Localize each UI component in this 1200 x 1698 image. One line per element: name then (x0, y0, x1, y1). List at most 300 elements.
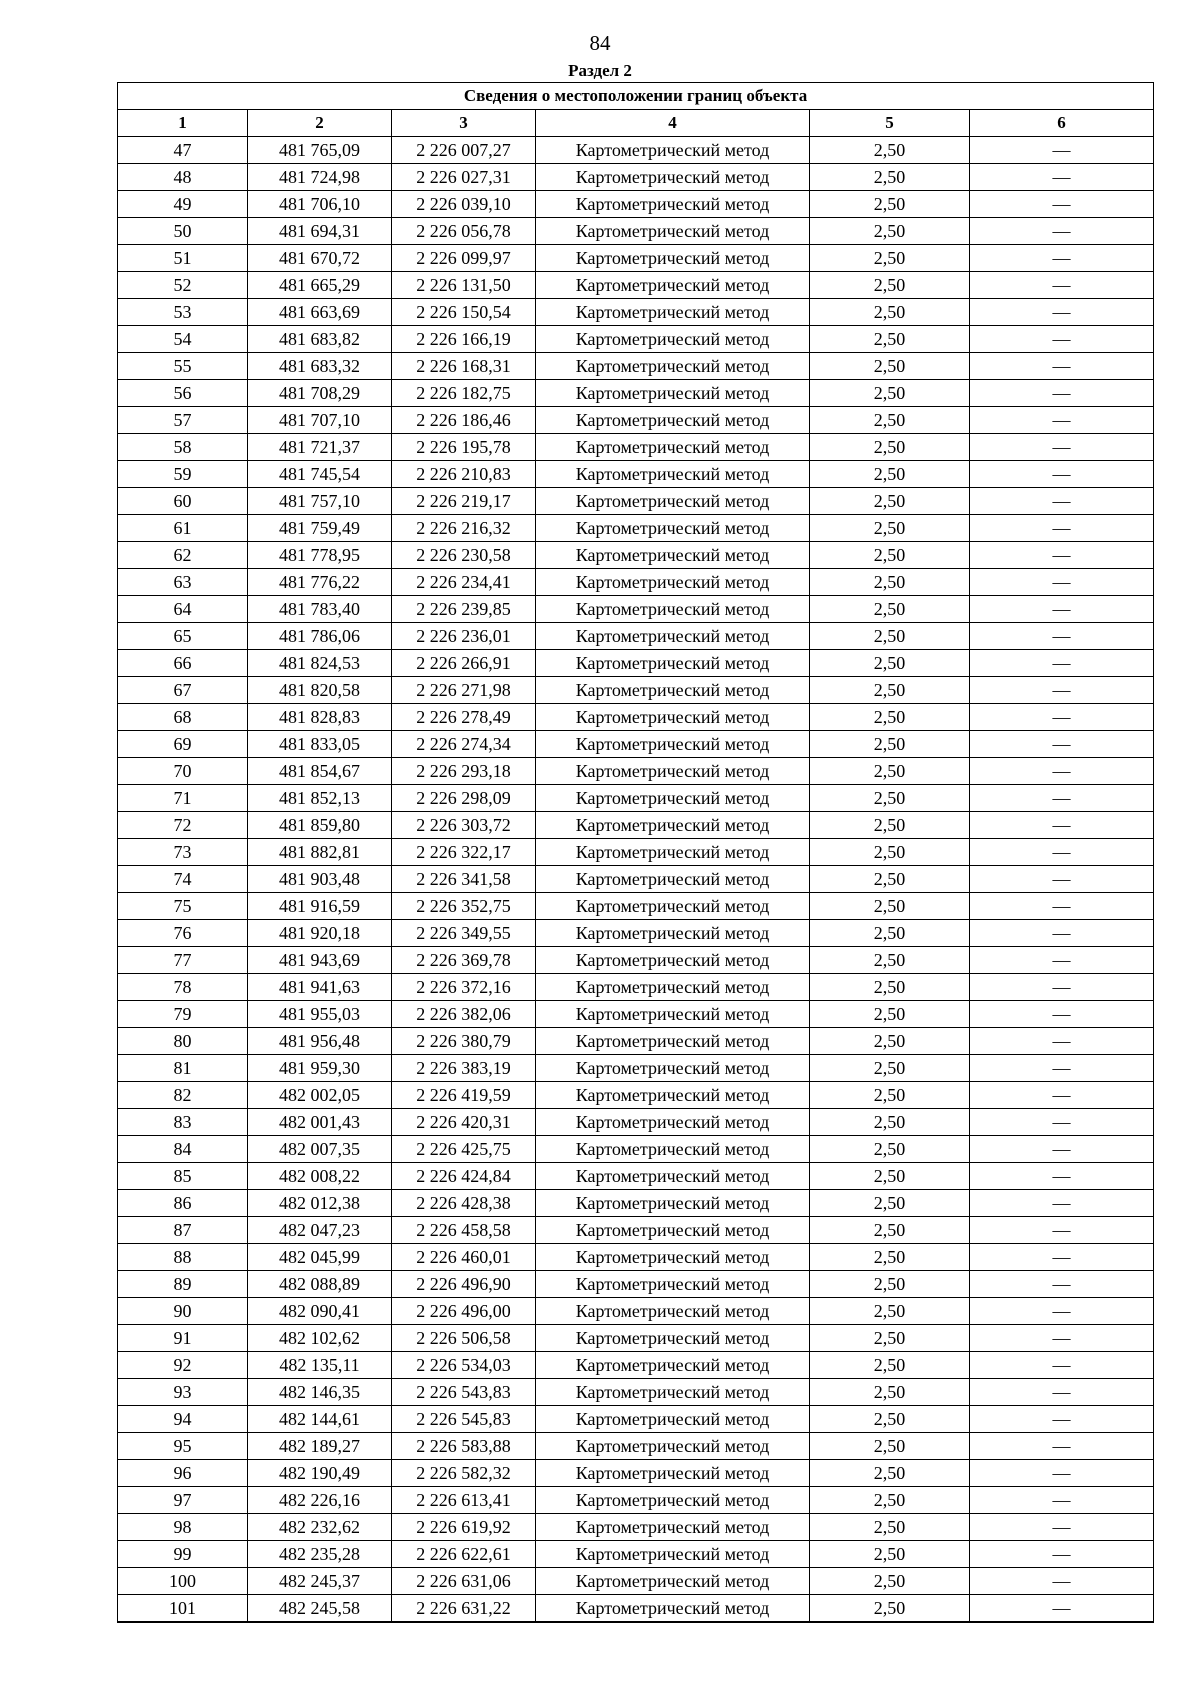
cell-point-number: 78 (118, 974, 248, 1001)
cell-coordinate-x: 482 102,62 (248, 1325, 392, 1352)
cell-point-number: 68 (118, 704, 248, 731)
cell-point-number: 93 (118, 1379, 248, 1406)
cell-point-number: 67 (118, 677, 248, 704)
table-row (118, 434, 1154, 461)
cell-coordinate-x: 482 090,41 (248, 1298, 392, 1325)
cell-accuracy: 2,50 (810, 1298, 970, 1325)
cell-point-number: 76 (118, 920, 248, 947)
table-row (118, 461, 1154, 488)
cell-description: — (970, 893, 1154, 920)
cell-coordinate-x: 481 724,98 (248, 164, 392, 191)
cell-coordinate-y: 2 226 210,83 (392, 461, 536, 488)
table-row (118, 191, 1154, 218)
cell-coordinate-x: 481 776,22 (248, 569, 392, 596)
cell-point-number: 53 (118, 299, 248, 326)
cell-accuracy: 2,50 (810, 812, 970, 839)
cell-coordinate-y: 2 226 007,27 (392, 137, 536, 164)
cell-accuracy: 2,50 (810, 1217, 970, 1244)
cell-accuracy: 2,50 (810, 380, 970, 407)
table-row (118, 677, 1154, 704)
cell-coordinate-y: 2 226 545,83 (392, 1406, 536, 1433)
cell-coordinate-y: 2 226 349,55 (392, 920, 536, 947)
cell-coordinate-x: 481 765,09 (248, 137, 392, 164)
table-row (118, 299, 1154, 326)
table-row (118, 272, 1154, 299)
cell-accuracy: 2,50 (810, 326, 970, 353)
cell-point-number: 50 (118, 218, 248, 245)
cell-point-number: 86 (118, 1190, 248, 1217)
cell-coordinate-x: 482 088,89 (248, 1271, 392, 1298)
cell-coordinate-y: 2 226 182,75 (392, 380, 536, 407)
cell-method: Картометрический метод (536, 812, 810, 839)
cell-description: — (970, 866, 1154, 893)
cell-description: — (970, 542, 1154, 569)
cell-method: Картометрический метод (536, 1055, 810, 1082)
table-header-row (118, 110, 1154, 137)
cell-method: Картометрический метод (536, 1595, 810, 1623)
cell-coordinate-y: 2 226 056,78 (392, 218, 536, 245)
cell-method: Картометрический метод (536, 1082, 810, 1109)
cell-description: — (970, 164, 1154, 191)
cell-method: Картометрический метод (536, 1406, 810, 1433)
cell-description: — (970, 569, 1154, 596)
cell-coordinate-y: 2 226 583,88 (392, 1433, 536, 1460)
cell-accuracy: 2,50 (810, 1514, 970, 1541)
table-row (118, 1217, 1154, 1244)
cell-coordinate-y: 2 226 458,58 (392, 1217, 536, 1244)
cell-point-number: 94 (118, 1406, 248, 1433)
cell-coordinate-y: 2 226 239,85 (392, 596, 536, 623)
table-row (118, 1055, 1154, 1082)
cell-accuracy: 2,50 (810, 1109, 970, 1136)
cell-accuracy: 2,50 (810, 272, 970, 299)
cell-coordinate-y: 2 226 543,83 (392, 1379, 536, 1406)
cell-accuracy: 2,50 (810, 1055, 970, 1082)
cell-description: — (970, 1487, 1154, 1514)
table-row (118, 488, 1154, 515)
cell-accuracy: 2,50 (810, 1406, 970, 1433)
cell-coordinate-y: 2 226 293,18 (392, 758, 536, 785)
cell-coordinate-y: 2 226 266,91 (392, 650, 536, 677)
cell-coordinate-y: 2 226 619,92 (392, 1514, 536, 1541)
cell-method: Картометрический метод (536, 434, 810, 461)
cell-accuracy: 2,50 (810, 488, 970, 515)
cell-coordinate-y: 2 226 278,49 (392, 704, 536, 731)
cell-coordinate-x: 481 663,69 (248, 299, 392, 326)
cell-accuracy: 2,50 (810, 947, 970, 974)
cell-coordinate-y: 2 226 186,46 (392, 407, 536, 434)
cell-coordinate-y: 2 226 613,41 (392, 1487, 536, 1514)
cell-method: Картометрический метод (536, 974, 810, 1001)
cell-point-number: 70 (118, 758, 248, 785)
cell-method: Картометрический метод (536, 1460, 810, 1487)
cell-accuracy: 2,50 (810, 758, 970, 785)
cell-description: — (970, 407, 1154, 434)
cell-point-number: 61 (118, 515, 248, 542)
cell-coordinate-x: 481 955,03 (248, 1001, 392, 1028)
table-row (118, 1028, 1154, 1055)
cell-coordinate-y: 2 226 372,16 (392, 974, 536, 1001)
table-row (118, 758, 1154, 785)
cell-coordinate-x: 481 745,54 (248, 461, 392, 488)
cell-description: — (970, 812, 1154, 839)
table-row (118, 515, 1154, 542)
cell-method: Картометрический метод (536, 542, 810, 569)
cell-accuracy: 2,50 (810, 1379, 970, 1406)
column-header: 6 (970, 110, 1154, 137)
table-row (118, 1325, 1154, 1352)
cell-accuracy: 2,50 (810, 542, 970, 569)
cell-point-number: 83 (118, 1109, 248, 1136)
cell-method: Картометрический метод (536, 731, 810, 758)
table-row (118, 1082, 1154, 1109)
cell-coordinate-y: 2 226 382,06 (392, 1001, 536, 1028)
cell-description: — (970, 1190, 1154, 1217)
cell-accuracy: 2,50 (810, 434, 970, 461)
cell-coordinate-x: 482 045,99 (248, 1244, 392, 1271)
cell-accuracy: 2,50 (810, 245, 970, 272)
table-row (118, 1487, 1154, 1514)
cell-accuracy: 2,50 (810, 677, 970, 704)
page-number: 84 (589, 31, 611, 55)
cell-coordinate-y: 2 226 622,61 (392, 1541, 536, 1568)
cell-point-number: 47 (118, 137, 248, 164)
cell-point-number: 101 (118, 1595, 248, 1623)
cell-accuracy: 2,50 (810, 515, 970, 542)
cell-coordinate-y: 2 226 352,75 (392, 893, 536, 920)
cell-coordinate-y: 2 226 631,06 (392, 1568, 536, 1595)
cell-coordinate-y: 2 226 582,32 (392, 1460, 536, 1487)
cell-coordinate-x: 482 001,43 (248, 1109, 392, 1136)
table-row (118, 1514, 1154, 1541)
table-row (118, 866, 1154, 893)
cell-accuracy: 2,50 (810, 623, 970, 650)
cell-coordinate-y: 2 226 341,58 (392, 866, 536, 893)
table-row (118, 920, 1154, 947)
cell-description: — (970, 353, 1154, 380)
cell-point-number: 52 (118, 272, 248, 299)
cell-accuracy: 2,50 (810, 1028, 970, 1055)
cell-coordinate-y: 2 226 099,97 (392, 245, 536, 272)
cell-coordinate-x: 481 707,10 (248, 407, 392, 434)
cell-coordinate-x: 482 190,49 (248, 1460, 392, 1487)
cell-method: Картометрический метод (536, 488, 810, 515)
cell-accuracy: 2,50 (810, 596, 970, 623)
cell-description: — (970, 704, 1154, 731)
table-title: Сведения о местоположении границ объекта (118, 83, 1154, 110)
cell-coordinate-x: 481 786,06 (248, 623, 392, 650)
table-row (118, 1379, 1154, 1406)
column-header: 4 (536, 110, 810, 137)
cell-coordinate-y: 2 226 216,32 (392, 515, 536, 542)
cell-description: — (970, 1109, 1154, 1136)
cell-description: — (970, 461, 1154, 488)
cell-accuracy: 2,50 (810, 1325, 970, 1352)
cell-coordinate-x: 482 007,35 (248, 1136, 392, 1163)
cell-method: Картометрический метод (536, 1514, 810, 1541)
cell-coordinate-x: 481 852,13 (248, 785, 392, 812)
cell-accuracy: 2,50 (810, 785, 970, 812)
cell-point-number: 72 (118, 812, 248, 839)
cell-accuracy: 2,50 (810, 1460, 970, 1487)
cell-point-number: 54 (118, 326, 248, 353)
cell-method: Картометрический метод (536, 1028, 810, 1055)
cell-method: Картометрический метод (536, 326, 810, 353)
cell-description: — (970, 1514, 1154, 1541)
cell-coordinate-y: 2 226 150,54 (392, 299, 536, 326)
cell-point-number: 81 (118, 1055, 248, 1082)
cell-method: Картометрический метод (536, 947, 810, 974)
cell-coordinate-y: 2 226 631,22 (392, 1595, 536, 1623)
cell-point-number: 98 (118, 1514, 248, 1541)
cell-description: — (970, 974, 1154, 1001)
cell-method: Картометрический метод (536, 1379, 810, 1406)
table-title-row (118, 83, 1154, 110)
table-row (118, 1001, 1154, 1028)
cell-description: — (970, 947, 1154, 974)
cell-description: — (970, 380, 1154, 407)
cell-accuracy: 2,50 (810, 839, 970, 866)
cell-coordinate-x: 481 833,05 (248, 731, 392, 758)
cell-method: Картометрический метод (536, 1568, 810, 1595)
cell-description: — (970, 1379, 1154, 1406)
cell-point-number: 96 (118, 1460, 248, 1487)
table-row (118, 542, 1154, 569)
table-body (118, 137, 1154, 1623)
table-row (118, 1433, 1154, 1460)
cell-coordinate-x: 481 721,37 (248, 434, 392, 461)
cell-point-number: 95 (118, 1433, 248, 1460)
cell-coordinate-y: 2 226 303,72 (392, 812, 536, 839)
table-row (118, 893, 1154, 920)
cell-description: — (970, 731, 1154, 758)
table-row (118, 596, 1154, 623)
cell-coordinate-y: 2 226 166,19 (392, 326, 536, 353)
cell-method: Картометрический метод (536, 272, 810, 299)
cell-point-number: 99 (118, 1541, 248, 1568)
cell-point-number: 100 (118, 1568, 248, 1595)
cell-coordinate-x: 481 941,63 (248, 974, 392, 1001)
cell-coordinate-x: 481 916,59 (248, 893, 392, 920)
cell-point-number: 75 (118, 893, 248, 920)
cell-accuracy: 2,50 (810, 1001, 970, 1028)
cell-description: — (970, 488, 1154, 515)
cell-method: Картометрический метод (536, 1217, 810, 1244)
cell-accuracy: 2,50 (810, 731, 970, 758)
cell-accuracy: 2,50 (810, 137, 970, 164)
cell-coordinate-y: 2 226 219,17 (392, 488, 536, 515)
cell-description: — (970, 326, 1154, 353)
cell-method: Картометрический метод (536, 677, 810, 704)
cell-point-number: 88 (118, 1244, 248, 1271)
cell-point-number: 62 (118, 542, 248, 569)
cell-accuracy: 2,50 (810, 893, 970, 920)
cell-description: — (970, 272, 1154, 299)
cell-coordinate-y: 2 226 274,34 (392, 731, 536, 758)
cell-point-number: 73 (118, 839, 248, 866)
cell-point-number: 74 (118, 866, 248, 893)
cell-coordinate-x: 482 189,27 (248, 1433, 392, 1460)
cell-coordinate-y: 2 226 236,01 (392, 623, 536, 650)
cell-description: — (970, 1460, 1154, 1487)
table-row (118, 569, 1154, 596)
cell-point-number: 69 (118, 731, 248, 758)
cell-method: Картометрический метод (536, 596, 810, 623)
table-row (118, 137, 1154, 164)
cell-coordinate-y: 2 226 195,78 (392, 434, 536, 461)
cell-point-number: 84 (118, 1136, 248, 1163)
cell-coordinate-x: 481 882,81 (248, 839, 392, 866)
cell-accuracy: 2,50 (810, 569, 970, 596)
cell-point-number: 82 (118, 1082, 248, 1109)
cell-point-number: 80 (118, 1028, 248, 1055)
table-row (118, 731, 1154, 758)
cell-description: — (970, 137, 1154, 164)
cell-point-number: 48 (118, 164, 248, 191)
table-row (118, 623, 1154, 650)
cell-method: Картометрический метод (536, 1487, 810, 1514)
cell-description: — (970, 920, 1154, 947)
cell-point-number: 57 (118, 407, 248, 434)
cell-point-number: 63 (118, 569, 248, 596)
cell-point-number: 56 (118, 380, 248, 407)
cell-description: — (970, 515, 1154, 542)
cell-description: — (970, 1055, 1154, 1082)
table-row (118, 650, 1154, 677)
cell-method: Картометрический метод (536, 1352, 810, 1379)
table-row (118, 380, 1154, 407)
cell-method: Картометрический метод (536, 191, 810, 218)
cell-coordinate-y: 2 226 424,84 (392, 1163, 536, 1190)
cell-coordinate-y: 2 226 298,09 (392, 785, 536, 812)
cell-method: Картометрический метод (536, 1163, 810, 1190)
cell-method: Картометрический метод (536, 866, 810, 893)
cell-method: Картометрический метод (536, 137, 810, 164)
cell-coordinate-x: 482 144,61 (248, 1406, 392, 1433)
cell-method: Картометрический метод (536, 569, 810, 596)
cell-description: — (970, 1325, 1154, 1352)
cell-accuracy: 2,50 (810, 353, 970, 380)
cell-description: — (970, 758, 1154, 785)
cell-point-number: 59 (118, 461, 248, 488)
cell-coordinate-x: 482 135,11 (248, 1352, 392, 1379)
table-row (118, 1352, 1154, 1379)
cell-coordinate-x: 481 683,32 (248, 353, 392, 380)
cell-description: — (970, 1298, 1154, 1325)
cell-point-number: 77 (118, 947, 248, 974)
cell-method: Картометрический метод (536, 218, 810, 245)
cell-description: — (970, 650, 1154, 677)
cell-coordinate-x: 482 226,16 (248, 1487, 392, 1514)
cell-coordinate-x: 481 956,48 (248, 1028, 392, 1055)
cell-coordinate-x: 481 670,72 (248, 245, 392, 272)
cell-method: Картометрический метод (536, 1541, 810, 1568)
cell-point-number: 92 (118, 1352, 248, 1379)
table-row (118, 353, 1154, 380)
cell-description: — (970, 1352, 1154, 1379)
cell-method: Картометрический метод (536, 353, 810, 380)
cell-description: — (970, 1541, 1154, 1568)
cell-coordinate-y: 2 226 383,19 (392, 1055, 536, 1082)
cell-method: Картометрический метод (536, 623, 810, 650)
cell-accuracy: 2,50 (810, 866, 970, 893)
cell-accuracy: 2,50 (810, 1595, 970, 1623)
table-row (118, 326, 1154, 353)
column-header: 5 (810, 110, 970, 137)
table-row (118, 1271, 1154, 1298)
table-row (118, 785, 1154, 812)
cell-coordinate-x: 481 959,30 (248, 1055, 392, 1082)
cell-coordinate-y: 2 226 168,31 (392, 353, 536, 380)
cell-method: Картометрический метод (536, 650, 810, 677)
section-title: Раздел 2 (568, 61, 632, 80)
cell-coordinate-y: 2 226 460,01 (392, 1244, 536, 1271)
cell-coordinate-x: 482 012,38 (248, 1190, 392, 1217)
boundary-coordinates-table (117, 82, 1154, 1623)
cell-coordinate-x: 481 854,67 (248, 758, 392, 785)
cell-method: Картометрический метод (536, 407, 810, 434)
cell-accuracy: 2,50 (810, 461, 970, 488)
cell-description: — (970, 1082, 1154, 1109)
cell-method: Картометрический метод (536, 893, 810, 920)
cell-method: Картометрический метод (536, 515, 810, 542)
table-row (118, 1298, 1154, 1325)
cell-coordinate-y: 2 226 380,79 (392, 1028, 536, 1055)
cell-point-number: 91 (118, 1325, 248, 1352)
cell-coordinate-x: 482 245,37 (248, 1568, 392, 1595)
cell-coordinate-x: 481 683,82 (248, 326, 392, 353)
table-row (118, 245, 1154, 272)
table-row (118, 1595, 1154, 1623)
table-row (118, 839, 1154, 866)
cell-description: — (970, 677, 1154, 704)
cell-description: — (970, 1271, 1154, 1298)
cell-method: Картометрический метод (536, 1109, 810, 1136)
cell-method: Картометрический метод (536, 164, 810, 191)
cell-method: Картометрический метод (536, 1433, 810, 1460)
cell-coordinate-y: 2 226 496,90 (392, 1271, 536, 1298)
cell-accuracy: 2,50 (810, 407, 970, 434)
cell-description: — (970, 245, 1154, 272)
cell-point-number: 87 (118, 1217, 248, 1244)
cell-description: — (970, 839, 1154, 866)
cell-coordinate-y: 2 226 534,03 (392, 1352, 536, 1379)
cell-method: Картометрический метод (536, 704, 810, 731)
cell-coordinate-y: 2 226 428,38 (392, 1190, 536, 1217)
cell-accuracy: 2,50 (810, 974, 970, 1001)
cell-point-number: 79 (118, 1001, 248, 1028)
cell-method: Картометрический метод (536, 380, 810, 407)
table-row (118, 1541, 1154, 1568)
cell-coordinate-x: 482 146,35 (248, 1379, 392, 1406)
cell-description: — (970, 1136, 1154, 1163)
cell-coordinate-x: 481 903,48 (248, 866, 392, 893)
cell-description: — (970, 1028, 1154, 1055)
cell-description: — (970, 596, 1154, 623)
cell-description: — (970, 1163, 1154, 1190)
cell-coordinate-x: 481 759,49 (248, 515, 392, 542)
table-row (118, 1163, 1154, 1190)
cell-description: — (970, 785, 1154, 812)
cell-description: — (970, 218, 1154, 245)
cell-method: Картометрический метод (536, 1325, 810, 1352)
cell-coordinate-x: 482 047,23 (248, 1217, 392, 1244)
cell-description: — (970, 1244, 1154, 1271)
cell-point-number: 85 (118, 1163, 248, 1190)
cell-coordinate-x: 481 757,10 (248, 488, 392, 515)
cell-coordinate-y: 2 226 271,98 (392, 677, 536, 704)
cell-accuracy: 2,50 (810, 164, 970, 191)
